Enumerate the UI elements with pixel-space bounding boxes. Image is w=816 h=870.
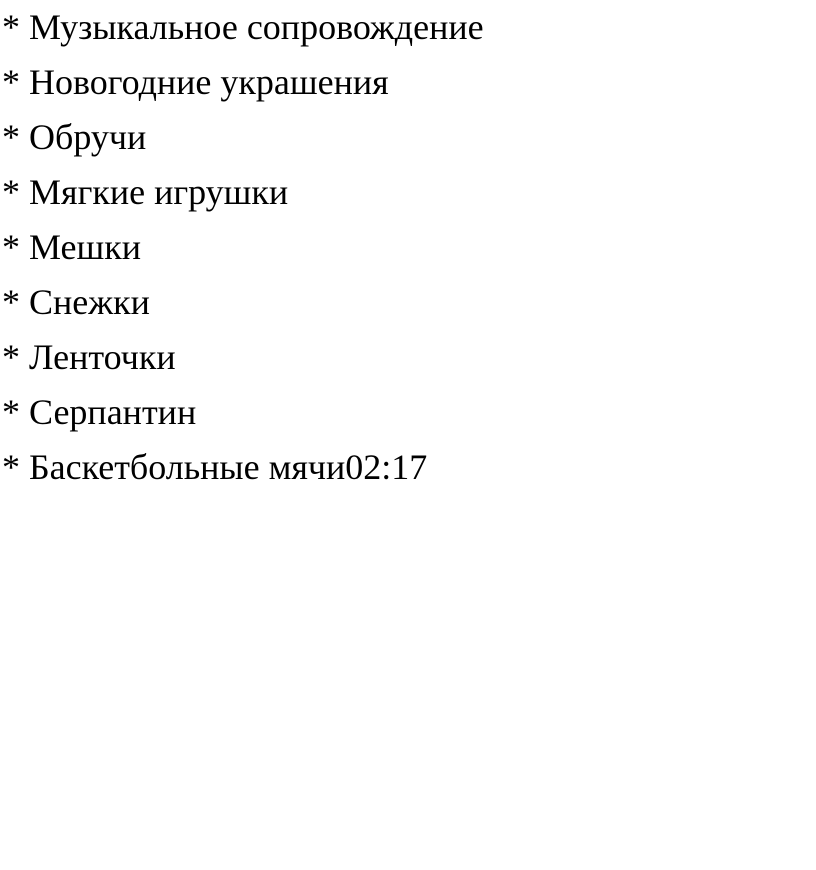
list-item-text: Новогодние украшения xyxy=(29,62,389,102)
list-item xyxy=(2,0,484,55)
list-item xyxy=(2,55,484,110)
bullet-asterisk: * xyxy=(2,227,20,267)
list-item xyxy=(2,165,484,220)
list-item xyxy=(2,440,484,495)
bullet-asterisk: * xyxy=(2,447,20,487)
list-item-text: Обручи xyxy=(29,117,147,157)
bullet-asterisk: * xyxy=(2,337,20,377)
list-item-text: Музыкальное сопровождение xyxy=(29,7,484,47)
bullet-asterisk: * xyxy=(2,7,20,47)
list-item xyxy=(2,275,484,330)
list-item xyxy=(2,220,484,275)
bullet-asterisk: * xyxy=(2,282,20,322)
list-item-text: Мешки xyxy=(29,227,141,267)
list-item xyxy=(2,385,484,440)
list-item xyxy=(2,330,484,385)
bullet-asterisk: * xyxy=(2,117,20,157)
bullet-asterisk: * xyxy=(2,172,20,212)
list-item-text: Серпантин xyxy=(29,392,197,432)
equipment-list xyxy=(2,0,484,495)
bullet-asterisk: * xyxy=(2,392,20,432)
list-item-text: Снежки xyxy=(29,282,150,322)
list-item-text: Ленточки xyxy=(29,337,176,377)
bullet-asterisk: * xyxy=(2,62,20,102)
list-item xyxy=(2,110,484,165)
list-item-text: Мягкие игрушки xyxy=(29,172,289,212)
list-item-text: Баскетбольные мячи02:17 xyxy=(29,447,428,487)
